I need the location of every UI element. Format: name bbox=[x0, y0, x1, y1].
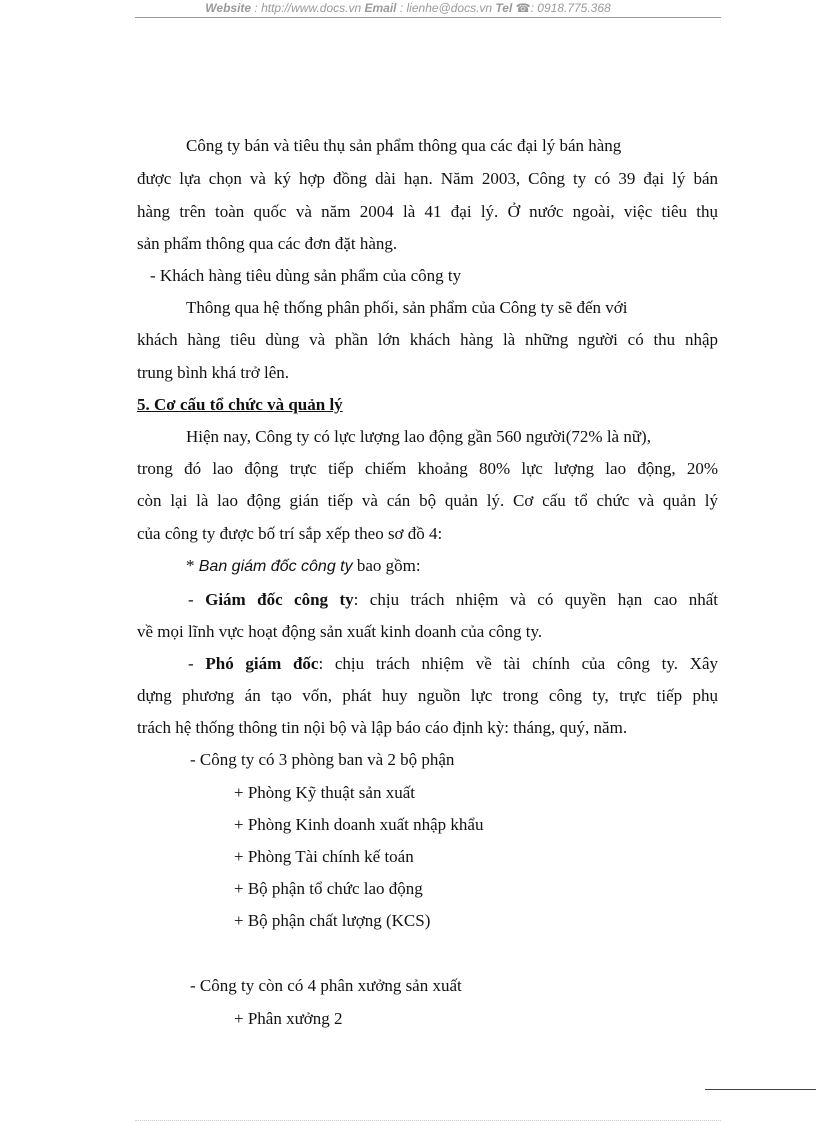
sub-list-item: + Bộ phận tổ chức lao động bbox=[234, 879, 423, 898]
paragraph-line: Công ty bán và tiêu thụ sản phẩm thông qua các đại lý bán hàng bbox=[186, 136, 622, 155]
director-title: Giám đốc công ty bbox=[205, 590, 354, 609]
director-line bbox=[188, 589, 718, 611]
email-link[interactable]: : lienhe@docs.vn bbox=[399, 1, 493, 15]
paragraph-line: khách hàng tiêu dùng và phần lớn khách hàng là những người có thu nhập bbox=[137, 330, 718, 349]
paragraph-line: về mọi lĩnh vực hoạt động sản xuất kinh doanh của công ty. bbox=[137, 622, 543, 641]
paragraph-line: hàng trên toàn quốc và năm 2004 là 41 đại lý. Ở nước ngoài, việc tiêu thụ bbox=[137, 202, 718, 221]
email-label: Email bbox=[364, 1, 397, 15]
page-bottom-divider bbox=[135, 1120, 721, 1121]
board-title: Ban giám đốc công ty bbox=[198, 558, 353, 575]
paragraph-line: Thông qua hệ thống phân phối, sản phẩm của Công ty sẽ đến với bbox=[186, 298, 628, 317]
sub-list-item: + Phòng Kinh doanh xuất nhập khẩu bbox=[234, 815, 484, 834]
sub-list-item: + Phòng Kỹ thuật sản xuất bbox=[234, 783, 415, 802]
deputy-desc: : chịu trách nhiệm về tài chính của công ty. Xây bbox=[318, 654, 718, 673]
paragraph-line: dựng phương án tạo vốn, phát huy nguồn lực trong công ty, trực tiếp phụ bbox=[137, 686, 718, 705]
bullet-item: - Công ty có 3 phòng ban và 2 bộ phận bbox=[190, 750, 455, 769]
paragraph-line: trong đó lao động trực tiếp chiếm khoảng 80% lực lượng lao động, 20% bbox=[137, 459, 718, 478]
paragraph-line: Hiện nay, Công ty có lực lượng lao động gần 560 người(72% là nữ), bbox=[186, 427, 651, 446]
tel-label: Tel bbox=[495, 1, 513, 15]
paragraph-line: còn lại là lao động gián tiếp và cán bộ quản lý. Cơ cấu tổ chức và quản lý bbox=[137, 491, 718, 510]
website-label: Website bbox=[205, 1, 252, 15]
dash: - bbox=[188, 590, 206, 609]
bullet-item: - Công ty còn có 4 phân xưởng sản xuất bbox=[190, 976, 462, 995]
header-divider bbox=[135, 17, 721, 18]
asterisk: * bbox=[186, 556, 199, 575]
sub-list-item: + Phòng Tài chính kế toán bbox=[234, 847, 414, 866]
section-heading: 5. Cơ cấu tổ chức và quản lý bbox=[137, 395, 343, 414]
paragraph-line: trách hệ thống thông tin nội bộ và lập báo cáo định kỳ: tháng, quý, năm. bbox=[137, 718, 628, 737]
sub-list-item: + Bộ phận chất lượng (KCS) bbox=[234, 911, 431, 930]
deputy-line bbox=[188, 653, 718, 675]
tel-value: ☎: 0918.775.368 bbox=[515, 1, 611, 15]
website-link[interactable]: : http://www.docs.vn bbox=[254, 1, 362, 15]
footnote-divider bbox=[705, 1089, 816, 1090]
paragraph-line: sản phẩm thông qua các đơn đặt hàng. bbox=[137, 234, 398, 253]
dash: - bbox=[188, 654, 206, 673]
page-header bbox=[0, 0, 816, 16]
sub-list-item: + Phân xưởng 2 bbox=[234, 1009, 343, 1028]
board-intro-tail: bao gồm: bbox=[352, 556, 421, 575]
paragraph-line: trung bình khá trở lên. bbox=[137, 363, 290, 382]
paragraph-line: được lựa chọn và ký hợp đồng dài hạn. Năm 2003, Công ty có 39 đại lý bán bbox=[137, 169, 718, 188]
director-desc: : chịu trách nhiệm và có quyền hạn cao nhất bbox=[353, 590, 718, 609]
board-intro bbox=[186, 555, 421, 578]
deputy-title: Phó giám đốc bbox=[205, 654, 319, 673]
bullet-item: - Khách hàng tiêu dùng sản phẩm của công ty bbox=[150, 266, 462, 285]
paragraph-line: của công ty được bố trí sắp xếp theo sơ đồ 4: bbox=[137, 524, 443, 543]
